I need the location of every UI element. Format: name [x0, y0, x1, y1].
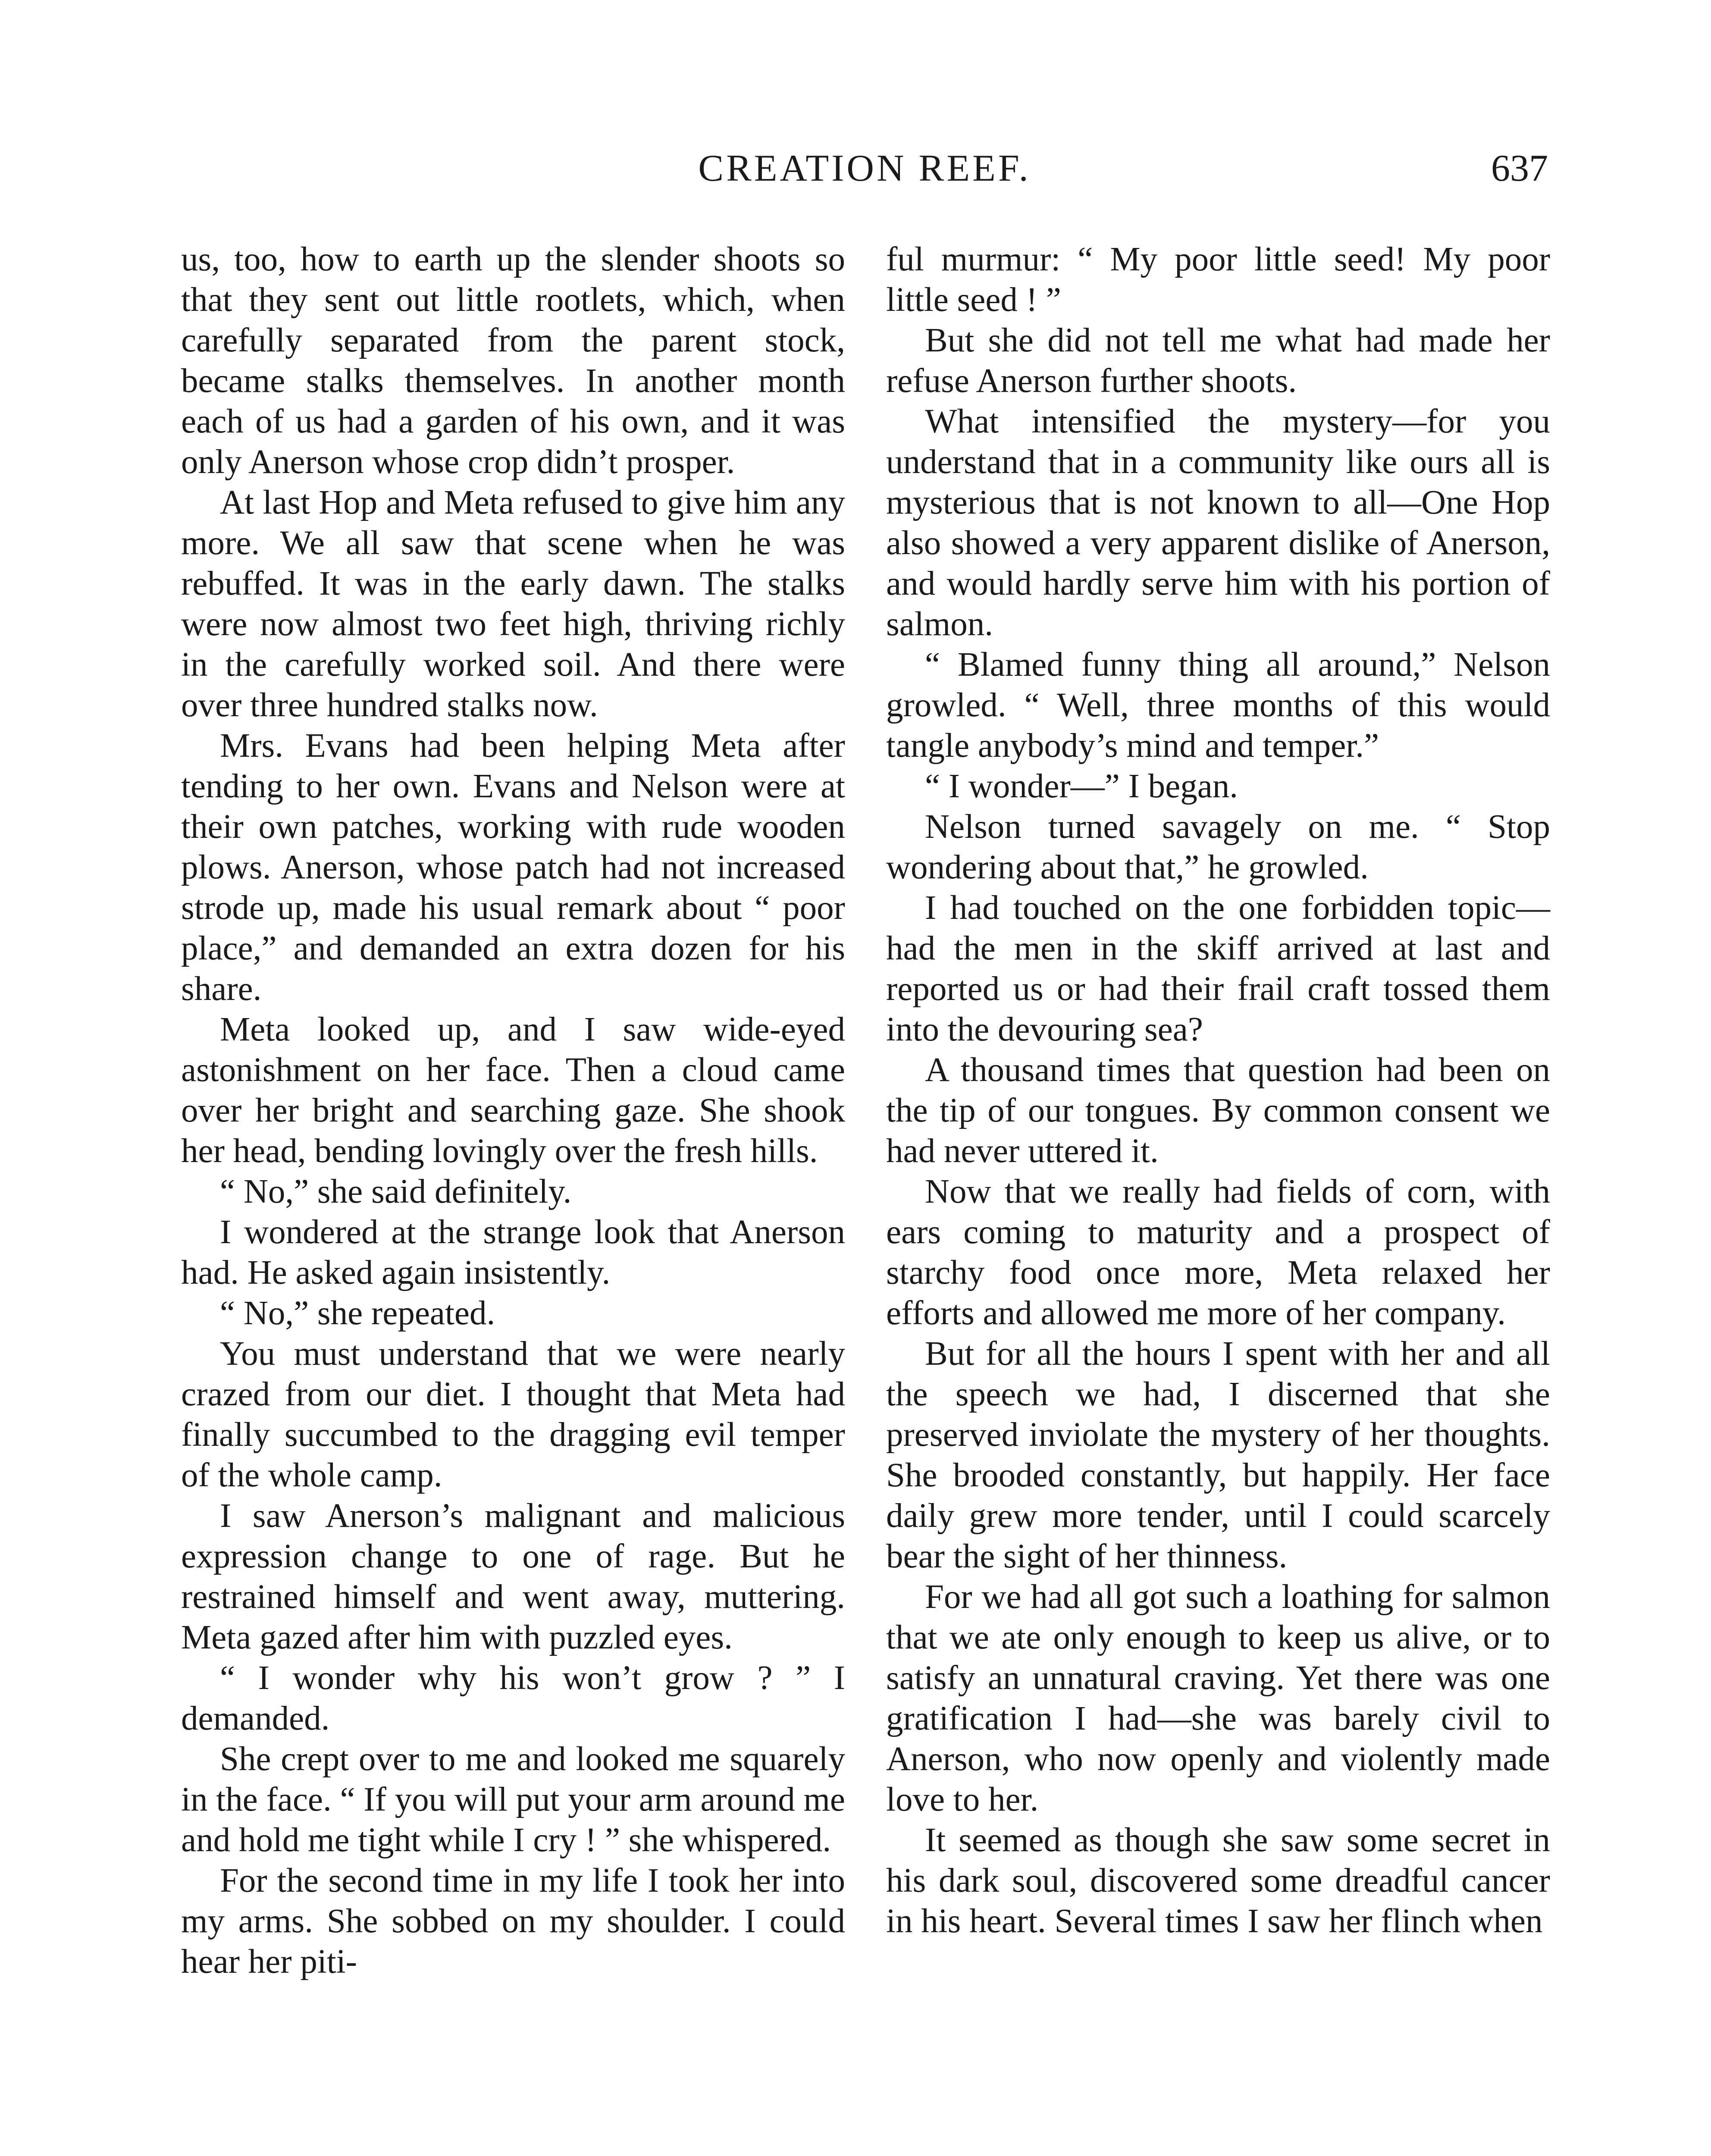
paragraph: “ I wonder why his won’t grow ? ” I demanded.	[181, 1659, 845, 1737]
page-title: CREATION REEF.	[698, 147, 1031, 189]
paragraph: But for all the hours I spent with her and all the speech we had, I discerned that she preserved inviolate the mystery of her thoughts. She brooded constantly, but happily. Her face daily grew more tender, until I could scarcely bear the sight of her thinness.	[886, 1335, 1550, 1575]
page-number: 637	[1491, 147, 1548, 189]
left-column	[181, 239, 845, 1982]
paragraph: For we had all got such a loathing for salmon that we ate only enough to keep us alive, or to satisfy an unnatural craving. Yet there was one gratification I had—she was barely civil to Anerson, who now openly and violently made love to her.	[886, 1578, 1550, 1818]
paragraph: us, too, how to earth up the slender shoots so that they sent out little rootlets, which, when carefully separated from the parent stock, became stalks themselves. In another month each of us had a garden of his own, and it was only Anerson whose crop didn’t prosper.	[181, 241, 845, 481]
paragraph: At last Hop and Meta refused to give him any more. We all saw that scene when he was rebuffed. It was in the early dawn. The stalks were now almost two feet high, thriving richly in the carefully worked soil. And there were over three hundred stalks now.	[181, 484, 845, 724]
paragraph: A thousand times that question had been on the tip of our tongues. By common consent we had never uttered it.	[886, 1051, 1550, 1170]
paragraph: Now that we really had fields of corn, with ears coming to maturity and a prospect of starchy food once more, Meta relaxed her efforts and allowed me more of her company.	[886, 1173, 1550, 1332]
paragraph: “ Blamed funny thing all around,” Nelson growled. “ Well, three months of this would tangle anybody’s mind and temper.”	[886, 646, 1550, 765]
running-head	[181, 147, 1548, 194]
paragraph: Nelson turned savagely on me. “ Stop wondering about that,” he growled.	[886, 808, 1550, 886]
paragraph: I had touched on the one forbidden topic—had the men in the skiff arrived at last and reported us or had their frail craft tossed them into the devouring sea?	[886, 889, 1550, 1048]
paragraph: “ No,” she repeated.	[220, 1294, 495, 1332]
paragraph: But she did not tell me what had made her refuse Anerson further shoots.	[886, 322, 1550, 400]
paragraph: Mrs. Evans had been helping Meta after tending to her own. Evans and Nelson were at their own patches, working with rude wooden plows. Anerson, whose patch had not increased strode up, made his usual remark about “ poor place,” and demanded an extra dozen for his share.	[181, 727, 845, 1008]
right-column	[886, 239, 1550, 1942]
paragraph: ful murmur: “ My poor little seed! My poor little seed ! ”	[886, 241, 1550, 319]
paragraph: “ I wonder—” I began.	[925, 768, 1238, 805]
paragraph: You must understand that we were nearly crazed from our diet. I thought that Meta had finally succumbed to the dragging evil temper of the whole camp.	[181, 1335, 845, 1494]
paragraph: She crept over to me and looked me squarely in the face. “ If you will put your arm around me and hold me tight while I cry ! ” she whispered.	[181, 1740, 845, 1859]
paragraph: “ No,” she said definitely.	[220, 1173, 572, 1210]
paragraph: Meta looked up, and I saw wide-eyed astonishment on her face. Then a cloud came over her bright and searching gaze. She shook her head, bending lovingly over the fresh hills.	[181, 1011, 845, 1170]
paragraph: What intensified the mystery—for you understand that in a community like ours all is mysterious that is not known to all—One Hop also showed a very apparent dislike of Anerson, and would hardly serve him with his portion of salmon.	[886, 403, 1550, 643]
paragraph: For the second time in my life I took her into my arms. She sobbed on my shoulder. I could hear her piti-	[181, 1862, 845, 1981]
paragraph: I saw Anerson’s malignant and malicious expression change to one of rage. But he restrained himself and went away, muttering. Meta gazed after him with puzzled eyes.	[181, 1497, 845, 1656]
paragraph: It seemed as though she saw some secret in his dark soul, discovered some dreadful cancer in his heart. Several times I saw her flinch when	[886, 1821, 1550, 1940]
paragraph: I wondered at the strange look that Anerson had. He asked again insistently.	[181, 1213, 845, 1291]
